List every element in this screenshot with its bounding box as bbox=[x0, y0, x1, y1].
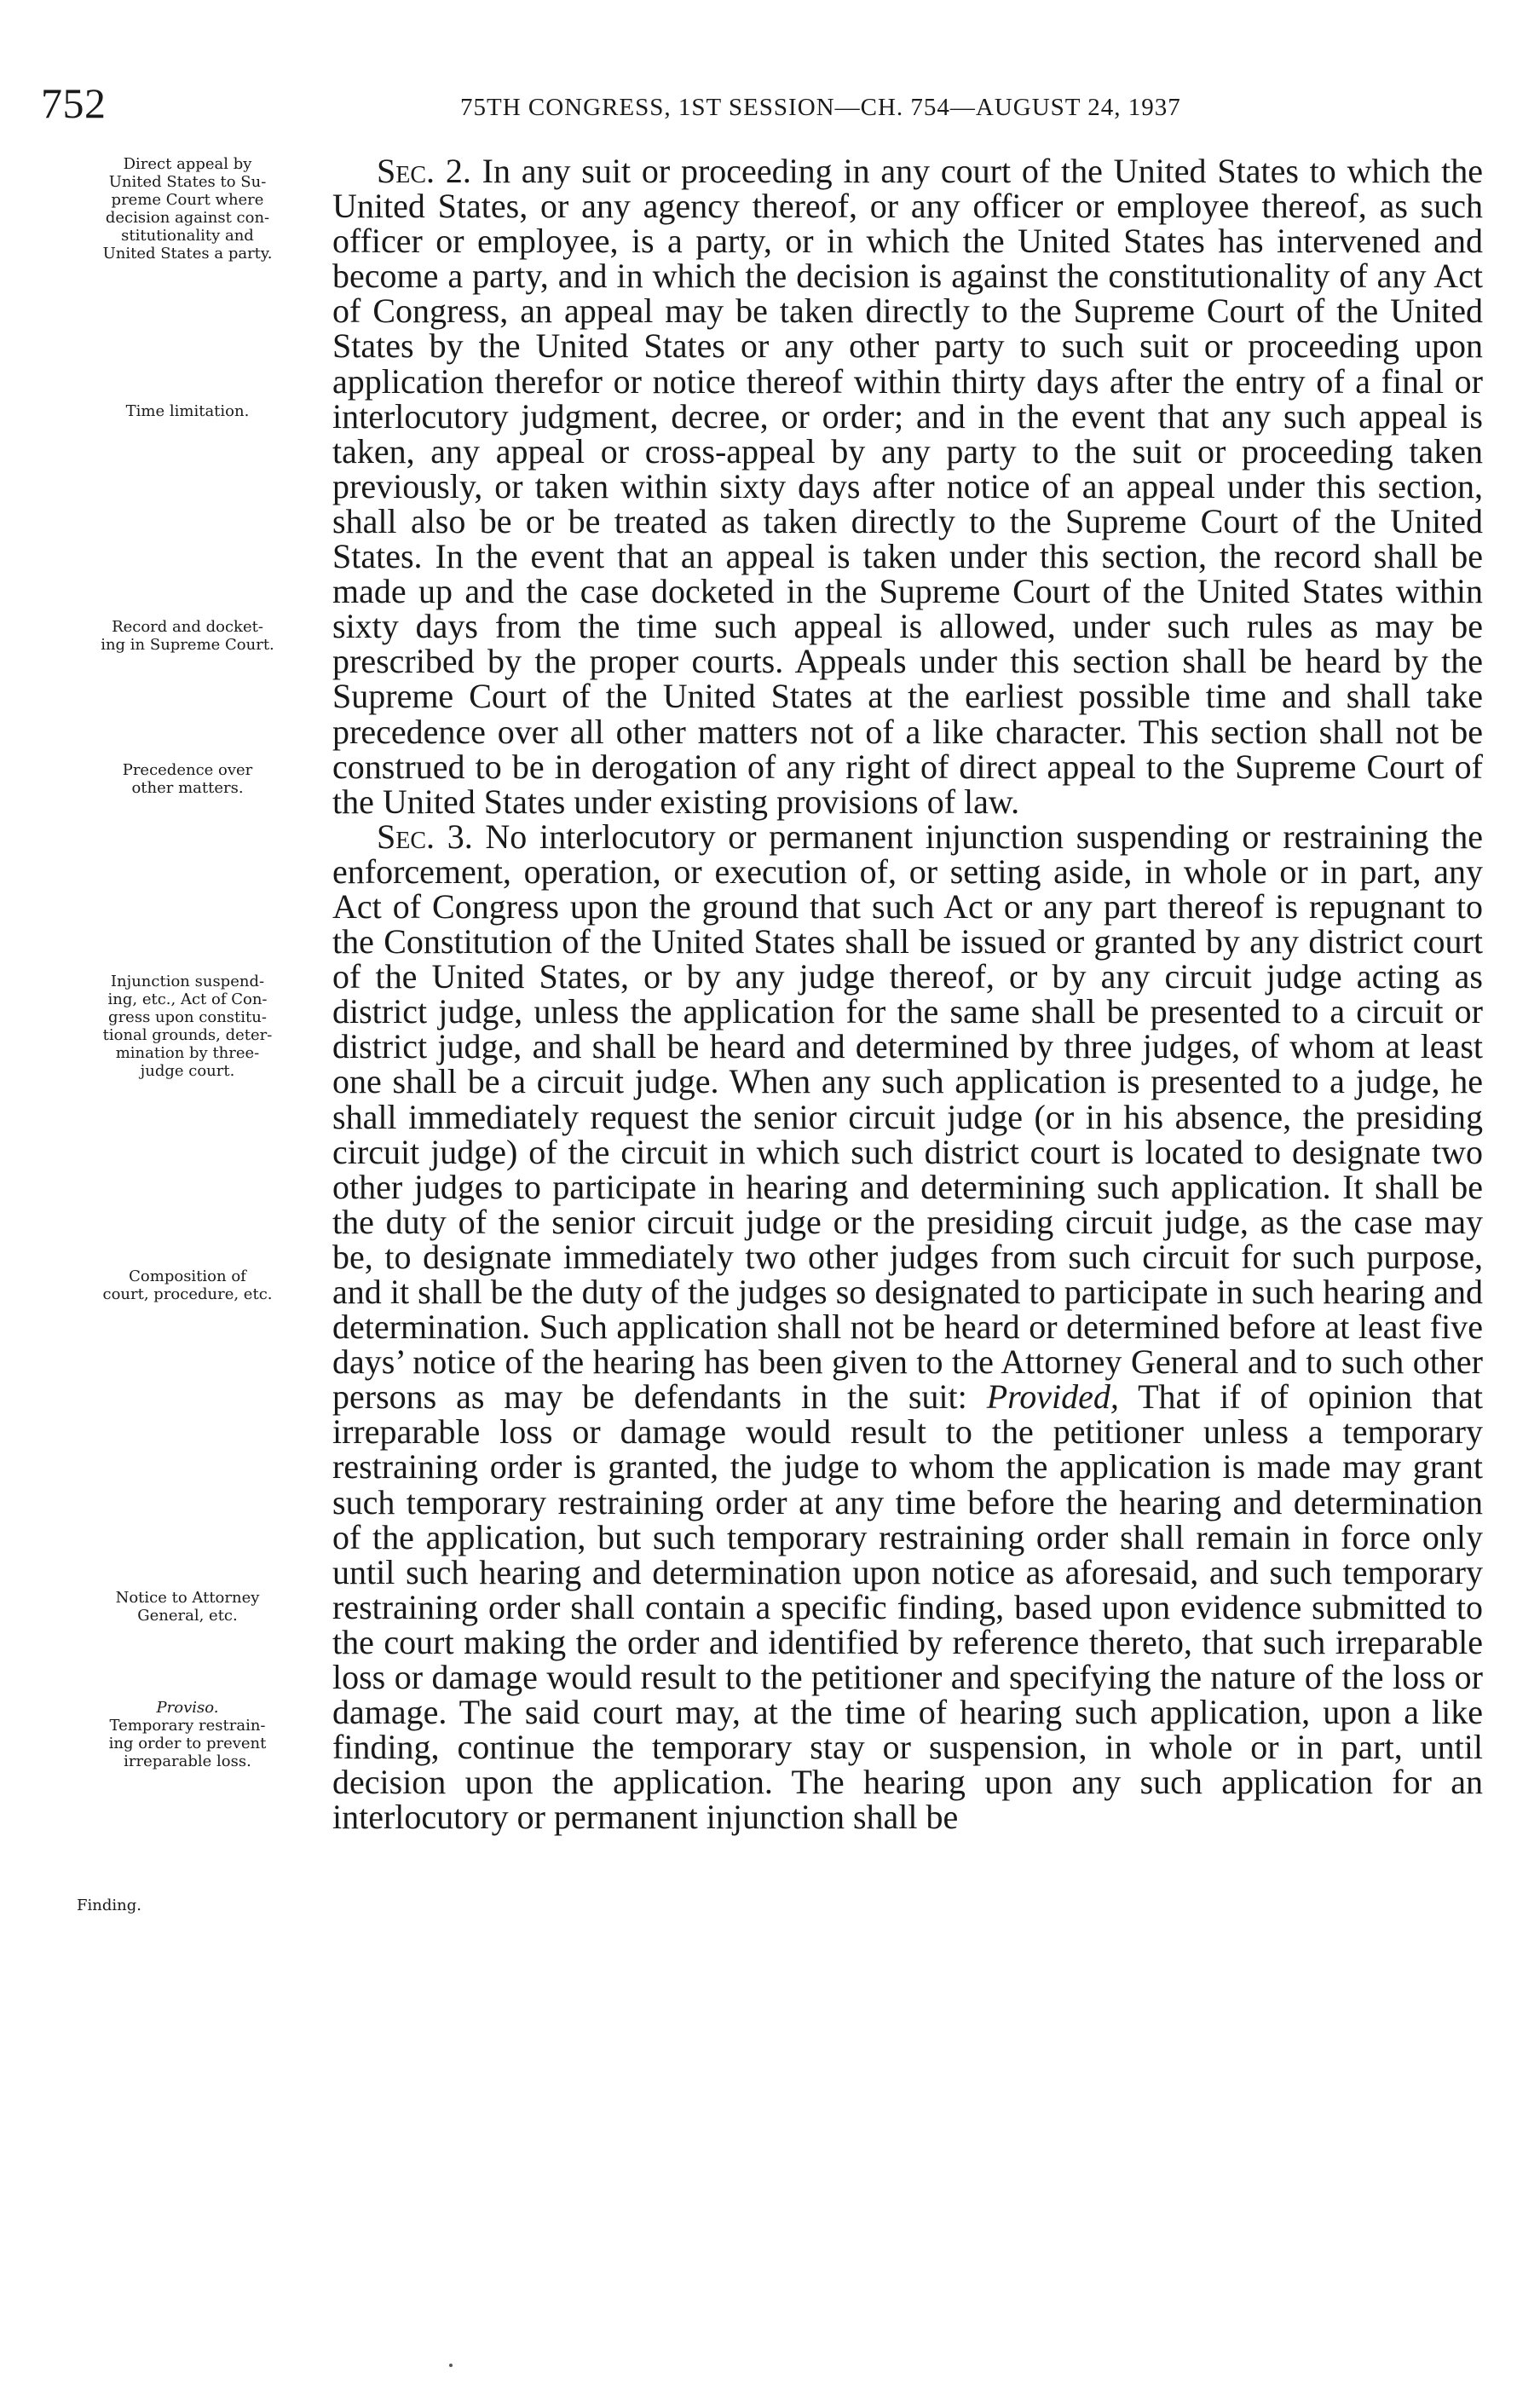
section-3-paragraph bbox=[332, 819, 1483, 1835]
margin-note-line: irreparable loss. bbox=[124, 1752, 251, 1770]
section-3-text-part2: That if of opinion that irreparable loss or damage would result to the petitioner unless a temporary restraining order is granted, the judge to whom the application is made may grant such temporary restraining order at any time before the hearing and determination of the application, but such temporary restraining order shall remain in force only until such hearing and determination upon notice as aforesaid, and such temporary restraining order shall contain a specific finding, based upon evidence submitted to the court making the order and identified by reference thereto, that such irreparable loss or damage would result to the petitioner and specifying the nature of the loss or damage. The said court may, at the time of hearing such application, upon a like finding, continue the temporary stay or suspension, in whole or in part, until decision upon the application. The hearing upon any such application for an interlocutory or permanent injunction shall be bbox=[332, 1377, 1484, 1837]
margin-note-record-docketing bbox=[60, 618, 315, 654]
section-2-label: Sec. 2. bbox=[377, 152, 471, 190]
margin-note-time-limitation bbox=[60, 402, 315, 420]
section-2-text: In any suit or proceeding in any court of the United States to which the United States, or any agency thereof, or any officer or employee thereof, as such officer or employee, is a party, or in which the United States has intervened and become a party, and in which the decision is against the constitutionality of any Act of Congress, an appeal may be taken directly to the Supreme Court of the United States by the United States or any other party to such suit or proceeding upon application therefor or notice thereof within thirty days after the entry of a final or interlocutory judgment, decree, or order; and in the event that any such appeal is taken, any appeal or cross-appeal by any party to the suit or proceeding taken previously, or taken within sixty days after notice of an appeal under this section, shall also be or be treated as taken directly to the Supreme Court of the United States. In the event that an appeal is taken under this section, the record shall be made up and the case docketed in the Supreme Court of the United States within sixty days from the time such appeal is allowed, under such rules as may be prescribed by the proper courts. Appeals under this section shall be heard by the Supreme Court of the United States at the earliest possible time and shall take precedence over all other matters not of a like character. This section shall not be construed to be in derogation of any right of direct appeal to the Supreme Court of the United States under existing provisions of law. bbox=[332, 152, 1483, 821]
main-text bbox=[332, 153, 1483, 1835]
margin-note-line: Precedence over bbox=[122, 761, 253, 779]
margin-note-line: Time limitation. bbox=[125, 402, 250, 420]
margin-note-composition-of-court bbox=[60, 1267, 315, 1303]
margin-note-line: Temporary restrain- bbox=[109, 1717, 266, 1735]
margin-note-line: other matters. bbox=[131, 779, 244, 797]
margin-note-line: ing order to prevent bbox=[108, 1735, 267, 1752]
margin-note-line: United States a party. bbox=[102, 245, 273, 263]
margin-note-line: Composition of bbox=[129, 1267, 246, 1285]
margin-note-direct-appeal bbox=[60, 155, 315, 263]
margin-note-precedence bbox=[60, 761, 315, 797]
proviso-word: Provided, bbox=[986, 1377, 1119, 1417]
page-number: 752 bbox=[41, 79, 107, 127]
section-3-text-part1: No interlocutory or permanent injunction suspending or restraining the enforcement, operation, or execution of, or setting aside, in whole or in part, any Act of Congress upon the ground that such Act or any part thereof is repugnant to the Constitution of the United States shall be issued or granted by any district court of the United States, or by any judge thereof, or by any circuit judge acting as district judge, unless the application for the same shall be presented to a circuit or district judge, and shall be heard and determined by three judges, of whom at least one shall be a circuit judge. When any such application is presented to a judge, he shall immediately request the senior circuit judge (or in his absence, the presiding circuit judge) of the circuit in which such district court is located to designate two other judges to participate in hearing and determining such application. It shall be the duty of the senior circuit judge or the presiding circuit judge, as the case may be, to designate immediately two other judges from such circuit for such purpose, and it shall be the duty of the judges so designated to participate in such hearing and determination. Such application shall not be heard or determined before at least five days’ notice of the hearing has been given to the Attorney General and to such other persons as may be defendants in the suit: bbox=[332, 817, 1484, 1417]
margin-note-line: tional grounds, deter- bbox=[102, 1026, 273, 1044]
margin-note-line: General, etc. bbox=[137, 1607, 238, 1625]
margin-note-line: mination by three- bbox=[115, 1044, 260, 1062]
margin-note-finding bbox=[77, 1897, 332, 1914]
margin-note-line: decision against con- bbox=[105, 209, 270, 227]
margin-note-line: United States to Su- bbox=[108, 173, 267, 191]
margin-note-line: Notice to Attorney bbox=[115, 1589, 260, 1607]
running-head: 75TH CONGRESS, 1ST SESSION—CH. 754—AUGUST 24, 1937 bbox=[460, 94, 1181, 121]
margin-note-injunction-suspending bbox=[60, 973, 315, 1080]
margin-note-line: gress upon constitu- bbox=[108, 1008, 267, 1026]
margin-note-line: ing, etc., Act of Con- bbox=[107, 990, 268, 1008]
bottom-mark bbox=[449, 2364, 453, 2367]
margin-note-line: Injunction suspend- bbox=[110, 973, 265, 990]
margin-note-line: Record and docket- bbox=[112, 618, 263, 636]
margin-note-line: Finding. bbox=[77, 1897, 141, 1914]
margin-note-notice-attorney-general bbox=[60, 1589, 315, 1625]
margin-note-line: stitutionality and bbox=[121, 227, 254, 245]
margin-note-line: judge court. bbox=[140, 1062, 235, 1080]
margin-note-line: Direct appeal by bbox=[123, 155, 252, 173]
margin-note-proviso bbox=[60, 1699, 315, 1770]
margin-note-line: Proviso. bbox=[156, 1699, 219, 1717]
margin-note-line: preme Court where bbox=[111, 191, 264, 209]
section-2-paragraph bbox=[332, 153, 1483, 819]
section-3-label: Sec. 3. bbox=[377, 817, 473, 856]
margin-note-line: court, procedure, etc. bbox=[102, 1285, 273, 1303]
margin-note-line: ing in Supreme Court. bbox=[101, 636, 274, 654]
